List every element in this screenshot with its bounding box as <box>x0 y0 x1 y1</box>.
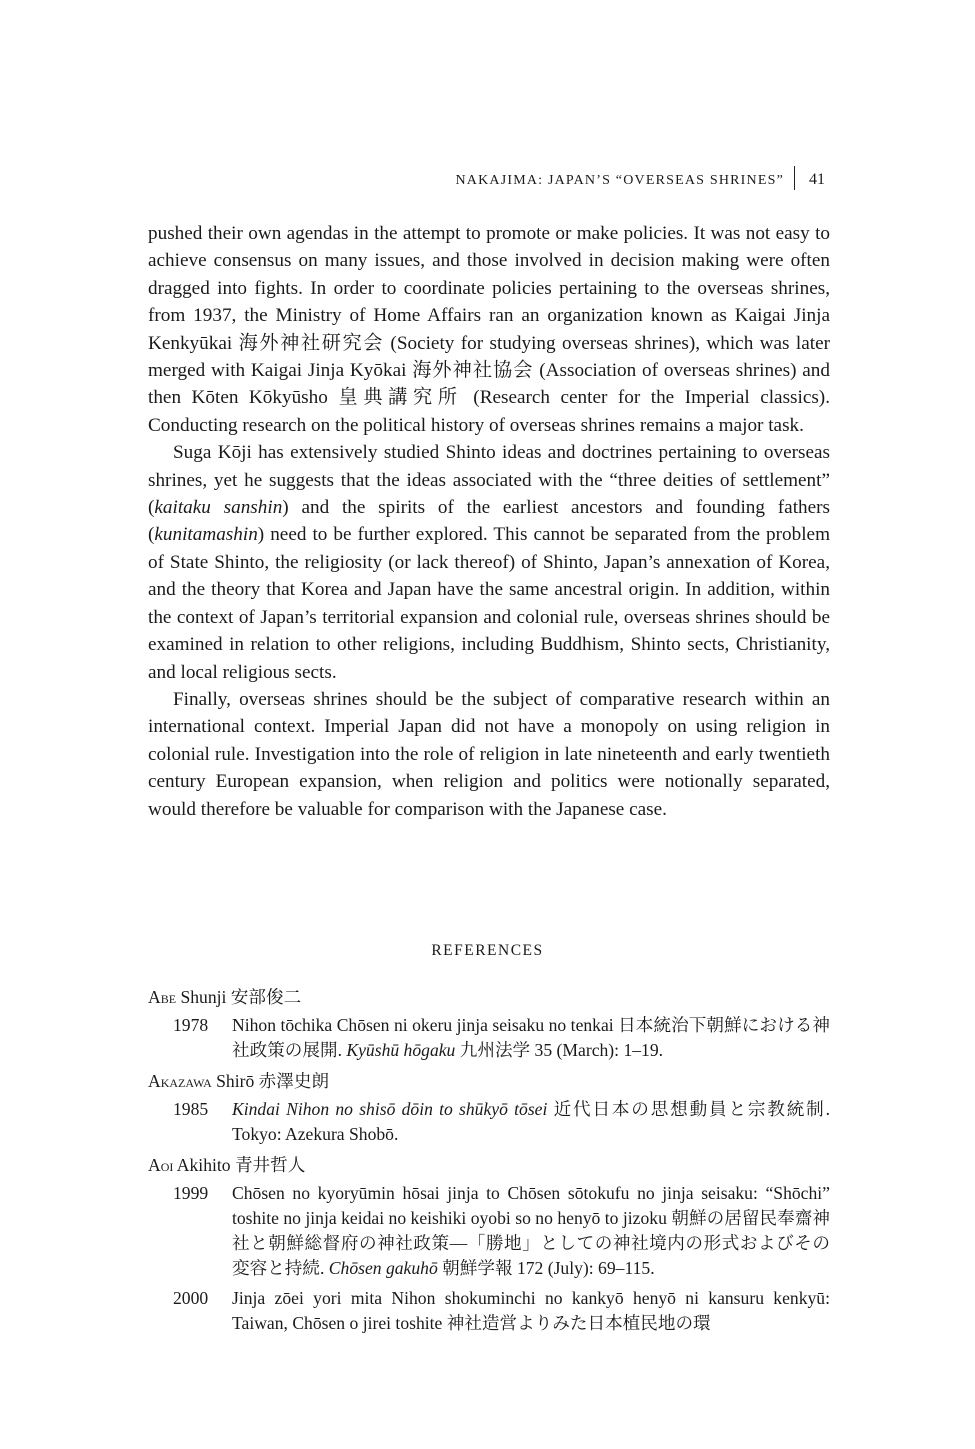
text-run: Finally, overseas shrines should be the subject of comparative research within an international context. Imperial Japan did not have a monopoly on using religion in colonial rule. Investigation into the role of religion in late nineteenth and early twentieth century European expansion, when religion and politics were notionally separated, would therefore be valuable for comparison with the Japanese case. <box>148 688 830 820</box>
reference-year: 1985 <box>173 1099 209 1119</box>
text-run: 近代日本の思想動員と宗教統制. Tokyo: Azekura Shobō. <box>232 1099 830 1144</box>
running-header <box>0 166 825 190</box>
reference-entry <box>148 1013 830 1063</box>
reference-entry <box>148 1097 830 1147</box>
italic-text: Kindai Nihon no shisō dōin to shūkyō tōsei <box>232 1099 548 1119</box>
references-heading: REFERENCES <box>431 942 544 959</box>
text-run: Suga Kōji has extensively studied Shinto ideas and doctrines pertaining to overseas shrines, yet he suggests that the ideas associated with the “three deities of settlement” ( <box>148 442 830 519</box>
author-given-name: Akihito 青井哲人 <box>173 1155 306 1175</box>
italic-text: Chōsen gakuhō <box>328 1258 438 1278</box>
reference-author-block <box>148 1153 830 1336</box>
author-surname: Abe <box>148 987 177 1007</box>
reference-year: 1978 <box>173 1015 209 1035</box>
text-run: 九州法学 35 (March): 1–19. <box>455 1040 664 1060</box>
reference-text <box>232 1097 830 1147</box>
reference-year: 1999 <box>173 1183 209 1203</box>
text-run: Jinja zōei yori mita Nihon shokuminchi no kankyō henyō ni kansuru kenkyū: Taiwan, Chōsen o jirei toshite 神社造営よりみた日本植民地の環 <box>232 1288 830 1333</box>
reference-author <box>148 1069 830 1094</box>
author-given-name: Shunji 安部俊二 <box>176 987 302 1007</box>
reference-text <box>232 1013 830 1063</box>
reference-author-block <box>148 985 830 1063</box>
text-run: 朝鮮学報 172 (July): 69–115. <box>437 1258 655 1278</box>
body-paragraph <box>148 220 830 439</box>
italic-text: kunitamashin <box>154 524 258 546</box>
body-text <box>148 220 830 823</box>
author-given-name: Shirō 赤澤史朗 <box>211 1071 330 1091</box>
header-divider <box>794 166 795 190</box>
reference-author <box>148 1153 830 1178</box>
running-title: NAKAJIMA: JAPAN’S “OVERSEAS SHRINES” <box>455 173 784 188</box>
italic-text: Kyūshū hōgaku <box>346 1040 456 1060</box>
reference-text <box>232 1286 830 1336</box>
author-surname: Akazawa <box>148 1071 212 1091</box>
body-paragraph <box>148 686 830 823</box>
references-list <box>148 985 830 1342</box>
text-run: Chōsen no kyoryūmin hōsai jinja to Chōsen sōtokufu no jinja seisaku: “Shōchi” toshite no jinja keidai no keishiki oyobi so no henyō to jizoku 朝鮮の居留民奉齋神社と朝鮮総督府の神社政策—「勝地」としての神社境内の形式およびその変容と持続. <box>232 1183 830 1278</box>
reference-author <box>148 985 830 1010</box>
text-run: Nihon tōchika Chōsen ni okeru jinja seisaku no tenkai 日本統治下朝鮮における神社政策の展開. <box>232 1015 830 1060</box>
reference-text <box>232 1181 830 1281</box>
page-number: 41 <box>809 171 825 188</box>
body-paragraph <box>148 439 830 686</box>
text-run: ) and the spirits of the earliest ancestors and founding fathers ( <box>148 497 830 546</box>
reference-entry <box>148 1181 830 1281</box>
italic-text: kaitaku sanshin <box>154 497 283 519</box>
text-run: ) need to be further explored. This cannot be separated from the problem of State Shinto, the religiosity (or lack thereof) of Shinto, Japan’s annexation of Korea, and the theory that Korea and Japan have the same ancestral origin. In addition, within the context of Japan’s territorial expansion and colonial rule, overseas shrines should be examined in relation to other religions, including Buddhism, Shinto sects, Christianity, and local religious sects. <box>148 524 830 683</box>
author-surname: Aoi <box>148 1155 174 1175</box>
reference-entry <box>148 1286 830 1336</box>
reference-author-block <box>148 1069 830 1147</box>
text-run: pushed their own agendas in the attempt to promote or make policies. It was not easy to achieve consensus on many issues, and those involved in decision making were often dragged into fights. In order to coordinate policies pertaining to the overseas shrines, from 1937, the Ministry of Home Affairs ran an organization known as Kaigai Jinja Kenkyūkai 海外神社研究会 (Society for studying overseas shrines), which was later merged with Kaigai Jinja Kyōkai 海外神社協会 (Association of overseas shrines) and then Kōten Kōkyūsho 皇典講究所 (Research center for the Imperial classics). Conducting research on the political history of overseas shrines remains a major task. <box>148 223 830 436</box>
reference-year: 2000 <box>173 1288 209 1308</box>
